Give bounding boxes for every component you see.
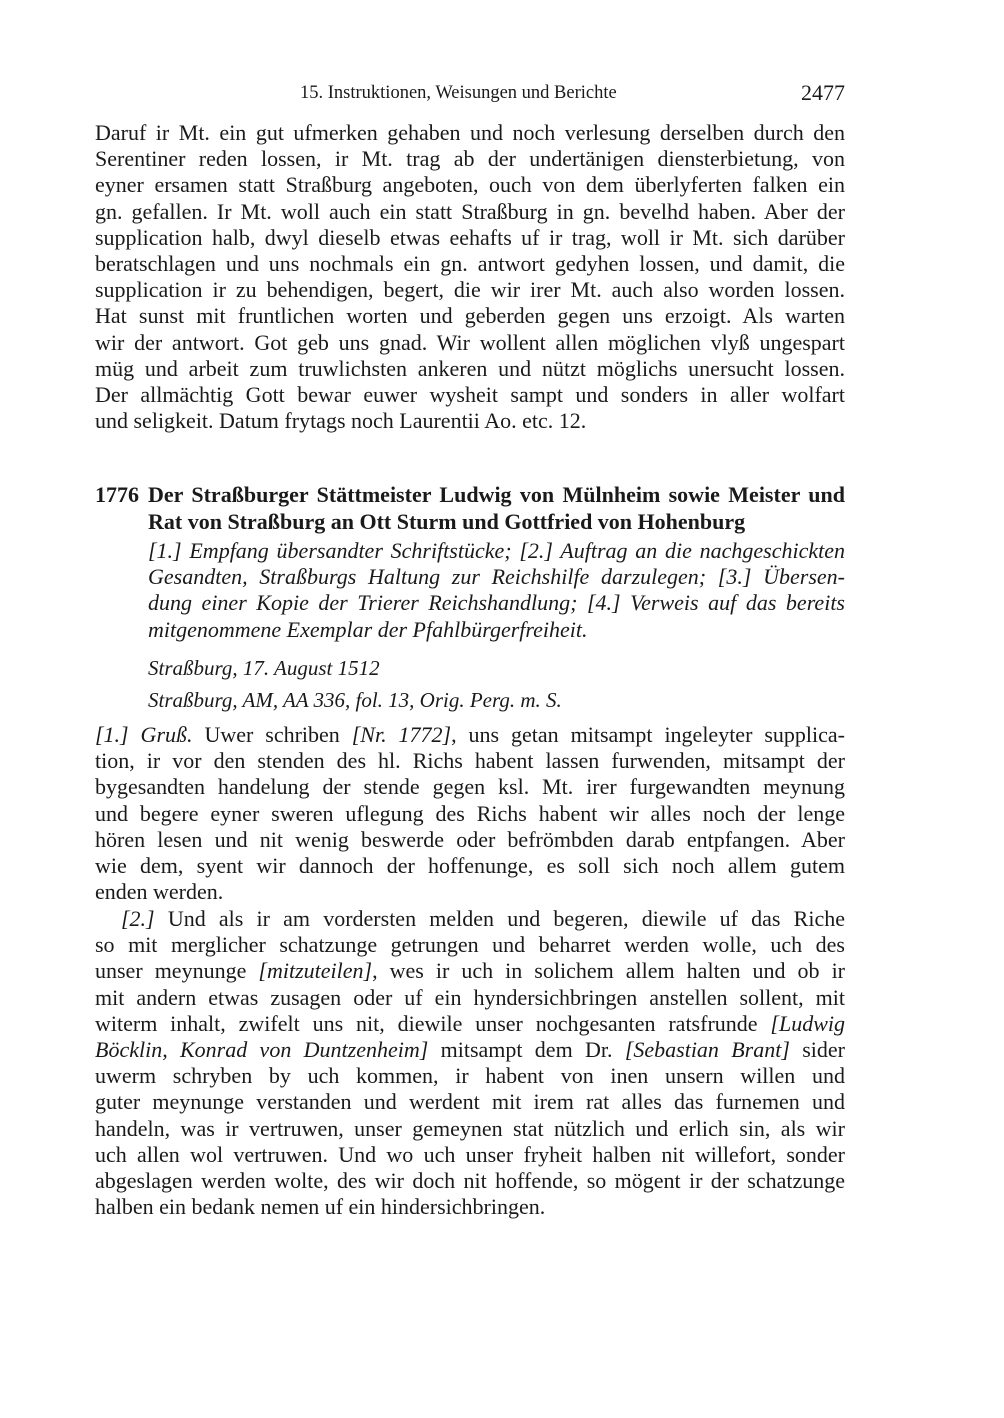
text-line bbox=[95, 1011, 845, 1037]
text-line: halben ein bedank nemen uf ein hindersichbringen. bbox=[95, 1194, 546, 1220]
text-line: enden werden. bbox=[95, 879, 224, 905]
document-source: Straßburg, AM, AA 336, fol. 13, Orig. Perg. m. S. bbox=[148, 688, 562, 712]
text-line: supplication ir zu behendigen, begert, die wir irer Mt. auch also worden lossen. bbox=[95, 277, 845, 303]
text-line: und seligkeit. Datum frytags noch Laurentii Ao. etc. 12. bbox=[95, 408, 587, 434]
document-date: Straßburg, 17. August 1512 bbox=[148, 656, 380, 680]
text-run: , wes ir uch in solichem allem halten und ob ir bbox=[372, 958, 846, 984]
text-line: abgeslagen werden wolte, des wir doch nit hoffende, so mögent ir der schatzunge bbox=[95, 1167, 845, 1193]
editorial-name: [Sebastian Brant] bbox=[624, 1036, 790, 1062]
text-run: witerm inhalt, zwifelt uns nit, diewile unser nochgesanten ratsfrunde bbox=[95, 1010, 771, 1036]
editorial-name: Böcklin, Konrad von Duntzenheim] bbox=[95, 1036, 429, 1062]
text-line: uwerm schryben by uch kommen, ir habent von inen unsern willen und bbox=[95, 1063, 845, 1089]
text-line: uch allen wol vertruwen. Und wo uch unser fryheit halben nit willefort, sonder bbox=[95, 1141, 845, 1167]
regest-line: dung einer Kopie der Trierer Reichshandlung; [4.] Verweis auf das bereits bbox=[148, 590, 845, 616]
text-line bbox=[95, 958, 845, 984]
text-line: mit andern etwas zusagen oder uf ein hyndersichbringen anstellen sollent, mit bbox=[95, 984, 845, 1010]
text-line: beratschlagen und uns nochmals ein gn. antwort gedyhen lossen, und damit, die bbox=[95, 250, 845, 276]
text-line: hören lesen und nit wenig beswerde oder befrömbden darab entpfangen. Aber bbox=[95, 826, 845, 852]
regest-line: [1.] Empfang übersandter Schriftstücke; [2.] Auftrag an die nachgeschickten bbox=[148, 538, 845, 563]
text-line: handeln, was ir vertruwen, unser gemeynen stat nützlich und erlich sin, als wir bbox=[95, 1115, 845, 1141]
section-marker: [1.] Gruß. bbox=[95, 722, 193, 747]
text-line: Hat sunst mit fruntlichen worten und geberden gegen uns erzoigt. Als warten bbox=[95, 303, 845, 329]
text-line: wir der antwort. Got geb uns gnad. Wir wollent allen möglichen vlyß ungespart bbox=[95, 329, 845, 355]
document-number: 1776 bbox=[95, 482, 139, 507]
document-regest bbox=[148, 538, 845, 643]
title-line: Der Straßburger Stättmeister Ludwig von Mülnheim sowie Meister und bbox=[148, 482, 845, 507]
text-run: Und als ir am vordersten melden und begeren, diewile uf das Riche bbox=[154, 906, 845, 931]
text-line: Daruf ir Mt. ein gut ufmerken gehaben und noch verlesung derselben durch den bbox=[95, 120, 845, 145]
cross-reference: [Nr. 1772] bbox=[351, 722, 452, 747]
text-line: so mit merglicher schatzunge getrungen und beharret werden wolle, uch des bbox=[95, 932, 845, 958]
continuation-paragraph bbox=[95, 120, 845, 434]
text-line bbox=[95, 1037, 845, 1063]
editorial-insertion: [mitzuteilen] bbox=[258, 958, 373, 984]
editorial-name: [Ludwig bbox=[770, 1010, 845, 1036]
title-line: Rat von Straßburg an Ott Sturm und Gottfried von Hohenburg bbox=[148, 509, 746, 534]
paragraph-2 bbox=[95, 906, 845, 1220]
regest-line: mitgenommene Exemplar der Pfahlbürgerfreiheit. bbox=[148, 616, 588, 642]
text-line: guter meynunge verstanden und werdent mit irem rat alles das furnemen und bbox=[95, 1089, 845, 1115]
text-line: bygesandten handelung der stende gegen ksl. Mt. irer furgewandten meynung bbox=[95, 774, 845, 800]
text-line: supplication halb, dwyl dieselb etwas eehafts uf ir trag, woll ir Mt. sich darüber bbox=[95, 224, 845, 250]
page-number: 2477 bbox=[801, 80, 845, 105]
document-title bbox=[148, 481, 845, 535]
text-line bbox=[95, 906, 845, 932]
running-head bbox=[95, 80, 845, 108]
text-run: sider bbox=[789, 1036, 845, 1062]
text-line bbox=[95, 722, 845, 748]
text-run: unser meynunge bbox=[95, 958, 259, 984]
text-run: Uwer schriben bbox=[192, 722, 352, 747]
text-line: wie dem, syent wir dannoch der hoffenunge, es soll sich noch allem gutem bbox=[95, 852, 845, 878]
running-head-title: 15. Instruktionen, Weisungen und Berichte bbox=[300, 83, 617, 103]
text-line: und begere eyner sweren uflegung des Richs habent wir alles noch der lenge bbox=[95, 800, 845, 826]
text-run: mitsampt dem Dr. bbox=[428, 1036, 625, 1062]
regest-line: Gesandten, Straßburgs Haltung zur Reichshilfe darzulegen; [3.] Übersen- bbox=[148, 564, 845, 590]
text-line: eyner ersamen statt Straßburg angeboten, ouch von dem überlyferten falken ein bbox=[95, 172, 845, 198]
text-run: , uns getan mitsampt ingeleyter supplica- bbox=[451, 722, 845, 747]
text-line: tion, ir vor den stenden des hl. Richs habent lassen furwenden, mitsampt der bbox=[95, 748, 845, 774]
section-marker: [2.] bbox=[121, 906, 155, 931]
text-line: gn. gefallen. Ir Mt. woll auch ein statt Straßburg in gn. bevelhd haben. Aber der bbox=[95, 198, 845, 224]
text-line: Der allmächtig Gott bewar euwer wysheit sampt und sonders in aller wolfart bbox=[95, 381, 845, 407]
text-line: müg und arbeit zum truwlichsten ankeren und nützt möglichs unersucht lossen. bbox=[95, 355, 845, 381]
paragraph-1 bbox=[95, 722, 845, 905]
text-line: Serentiner reden lossen, ir Mt. trag ab der undertänigen diensterbietung, von bbox=[95, 146, 845, 172]
